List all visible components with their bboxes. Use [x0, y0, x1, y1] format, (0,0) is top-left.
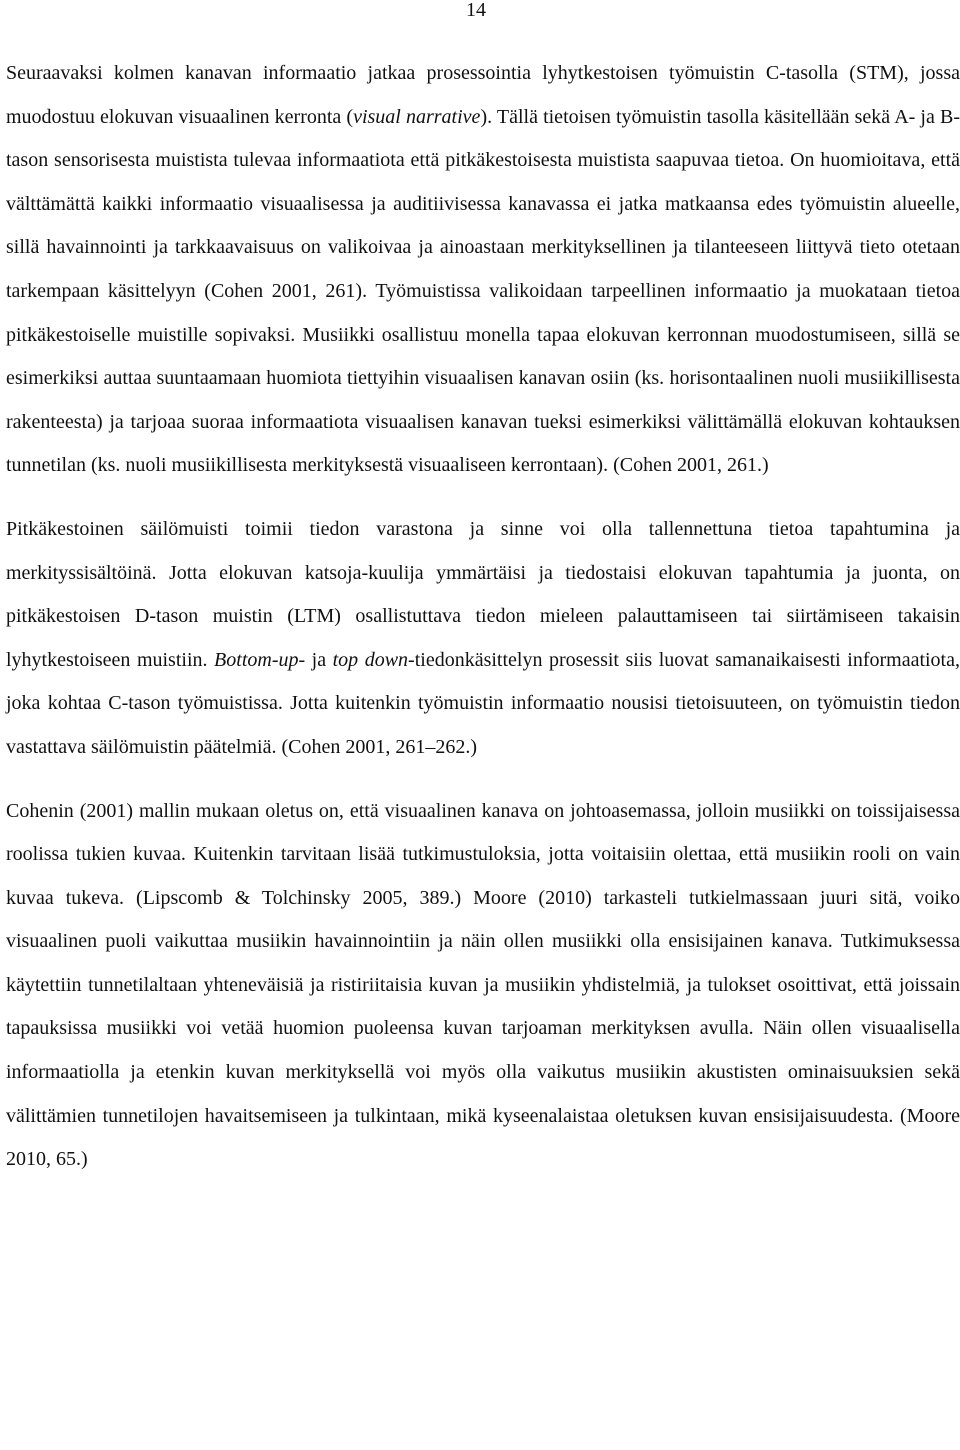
paragraph-text: Pitkäkestoinen säilömuisti toimii tiedon varastona ja sinne voi olla tallennettuna tietoa tapahtumina ja merkityssisältöinä. Jotta elokuvan katsoja-kuulija ymmärtäisi ja tiedostaisi elokuvan tapahtumia ja juonta, on pitkäkestoisen D-tason muistin (LTM) osallistuttava tiedon mieleen palauttamiseen tai siirtämiseen takaisin lyhytkestoiseen muistiin. [6, 517, 960, 671]
italic-text: top down [332, 648, 409, 671]
paragraph [6, 52, 960, 488]
italic-text: visual narrative [353, 105, 481, 128]
paragraph-text: ). Tällä tietoisen työmuistin tasolla käsitellään sekä A- ja B-tason sensorisesta muistista tulevaa informaatiota että pitkäkestoisesta muistista saapuvaa tietoa. On huomioitava, että välttämättä kaikki informaatio visuaalisessa ja auditiivisessa kanavassa ei jatka matkaansa edes työmuistin alueelle, sillä havainnointi ja tarkkaavaisuus on valikoivaa ja ainoastaan merkityksellinen ja tilanteeseen liittyvä tieto otetaan tarkempaan käsittelyyn (Cohen 2001, 261). Työmuistissa valikoidaan tarpeellinen informaatio ja muokataan tietoa pitkäkestoiselle muistille sopivaksi. Musiikki osallistuu monella tapaa elokuvan kerronnan muodostumiseen, sillä se esimerkiksi auttaa suuntaamaan huomiota tiettyihin visuaalisen kanavan osiin (ks. horisontaalinen nuoli musiikillisesta rakenteesta) ja tarjoaa suoraa informaatiota visuaalisen kanavan tueksi esimerkiksi välittämällä elokuvan kohtauksen tunnetilan (ks. nuoli musiikillisesta merkityksestä visuaaliseen kerrontaan). (Cohen 2001, 261.) [6, 105, 960, 477]
paragraph-text: - ja [298, 648, 333, 671]
paragraph [6, 508, 960, 770]
page-number: 14 [466, 0, 486, 21]
paragraph-text: Seuraavaksi kolmen kanavan informaatio jatkaa prosessointia lyhytkestoisen työmuistin C-tasolla (STM), jossa muodostuu elokuvan visuaalinen kerronta ( [6, 62, 960, 128]
paragraph-text: Cohenin (2001) mallin mukaan oletus on, että visuaalinen kanava on johtoasemassa, jolloin musiikki on toissijaisessa roolissa tukien kuvaa. Kuitenkin tarvitaan lisää tutkimustuloksia, jotta voitaisiin olettaa, että musiikin rooli on vain kuvaa tukeva. (Lipscomb & Tolchinsky 2005, 389.) Moore (2010) tarkasteli tutkielmassaan juuri sitä, voiko visuaalinen puoli vaikuttaa musiikin havainnointiin ja näin ollen musiikki olla ensisijainen kanava. Tutkimuksessa käytettiin tunnetilaltaan yhteneväisiä ja ristiriitaisia kuvan ja musiikin yhdistelmiä, ja tulokset osoittivat, että joissain tapauksissa musiikki voi vetää huomion puoleensa kuvan tarjoaman merkityksen avulla. Näin ollen visuaalisella informaatiolla ja etenkin kuvan merkityksellä voi myös olla vaikutus musiikin akustisten ominaisuuksien sekä välittämien tunnetilojen havaitsemiseen ja tulkintaan, mikä kyseenalaistaa oletuksen kuvan ensisijaisuudesta. (Moore 2010, 65.) [6, 799, 960, 1171]
italic-text: Bottom-up [214, 648, 299, 671]
paragraph-text: -tiedonkäsittelyn prosessit siis luovat samanaikaisesti informaatiota, joka kohtaa C-tason työmuistissa. Jotta kuitenkin työmuistin informaatio nousisi tietoisuuteen, on työmuistin tiedon vastattava säilömuistin päätelmiä. (Cohen 2001, 261–262.) [6, 648, 960, 758]
paragraph [6, 790, 960, 1182]
body-text [6, 52, 960, 1202]
